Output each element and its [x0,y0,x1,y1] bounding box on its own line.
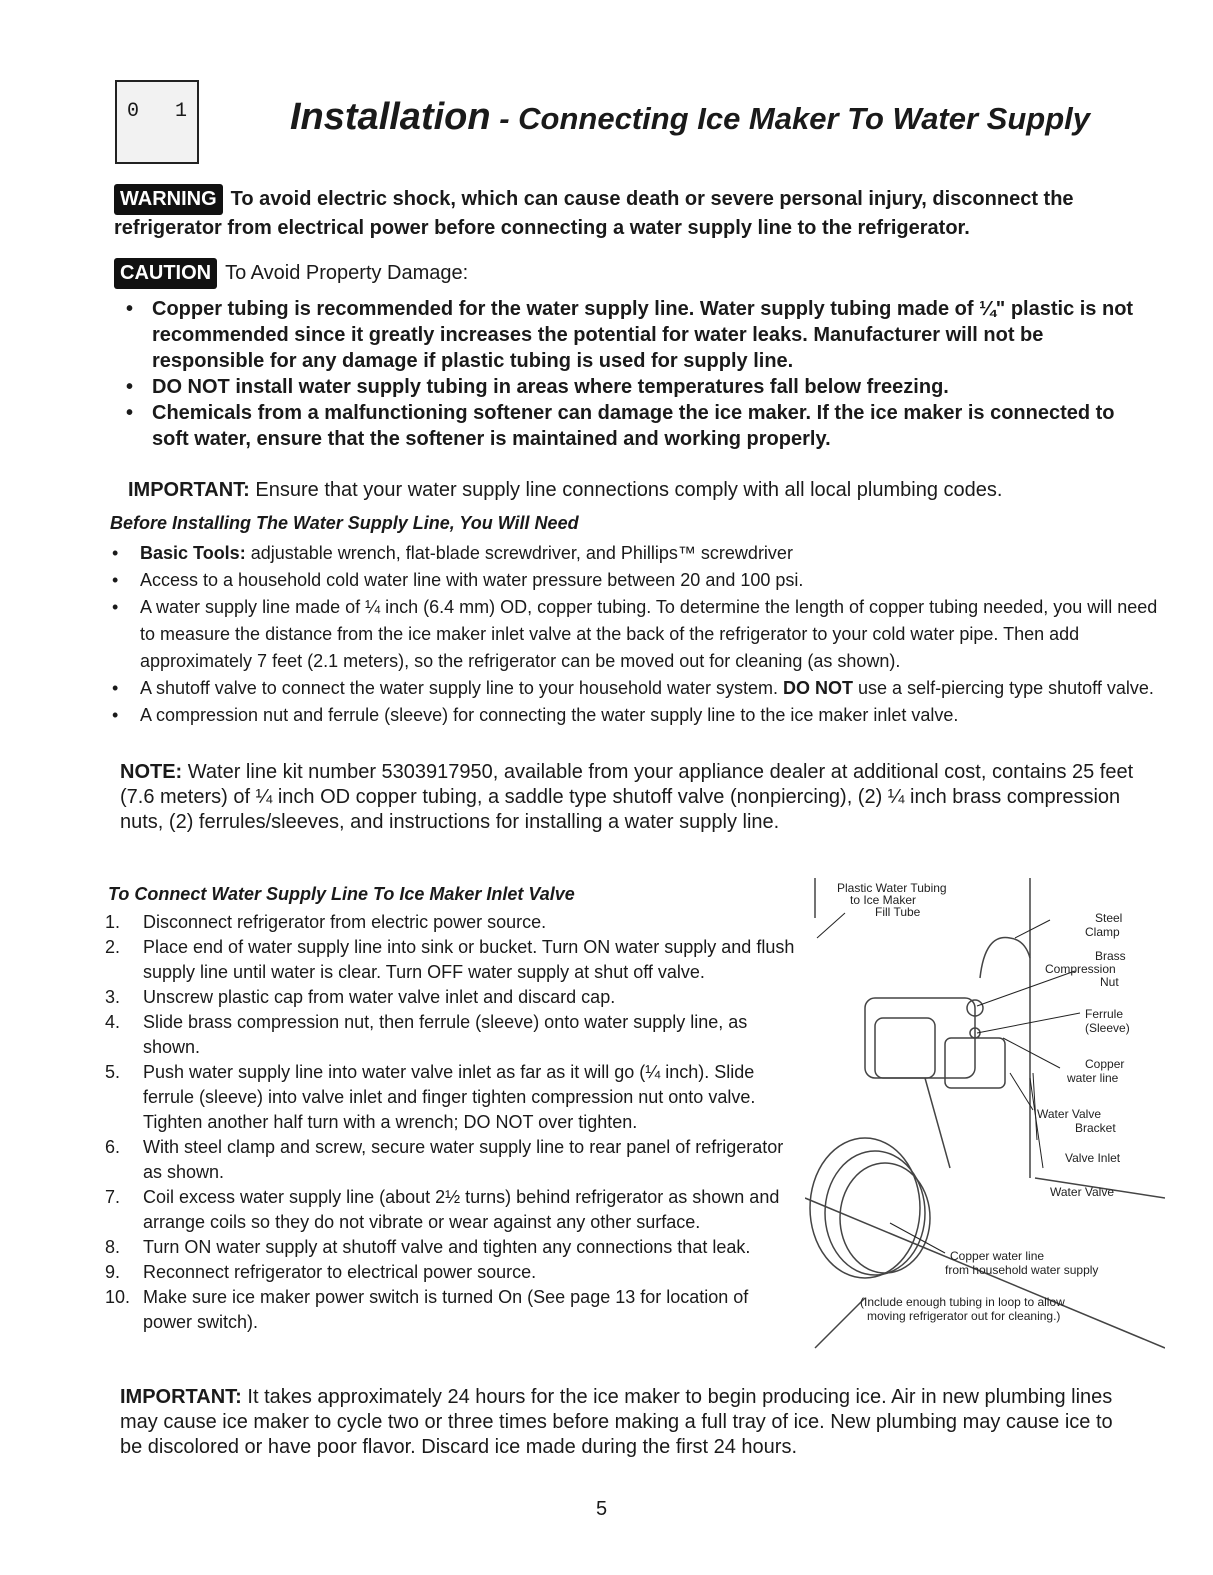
shutoff-text-b: DO NOT [783,678,854,698]
label-ferrule-2: (Sleeve) [1085,1021,1130,1035]
step-number: 8. [105,1237,121,1257]
list-item [105,1285,795,1335]
step-number: 2. [105,937,121,957]
caution-heading: To Avoid Property Damage: [225,262,469,284]
step-number: 3. [105,987,121,1007]
note-text: Water line kit number 5303917950, available from your appliance dealer at additional cost, contains 25 feet (7.6 meters) of ¼ inch OD copper tubing, a saddle type shutoff valve (nonpiercing), (2) ¼ inch brass compression nuts, (2) ferrules/sleeves, and instructions for installing a water supply line. [120,761,1134,833]
step-number: 10. [105,1287,131,1307]
needs-list [110,540,1160,729]
label-bracket-1: Water Valve [1037,1107,1102,1121]
step-number: 1. [105,912,121,932]
page-number: 5 [596,1498,608,1520]
list-item: • A compression nut and ferrule (sleeve) for connecting the water supply line to the ice maker inlet valve. [110,702,1160,729]
list-item [105,985,795,1010]
caution-list [120,296,1150,452]
label-copper-2: water line [1067,1071,1119,1085]
caution-heading-block [114,258,468,289]
list-item: • DO NOT install water supply tubing in areas where temperatures fall below freezing. [120,374,1150,400]
label-copper-1: Copper [1085,1057,1125,1071]
step-text: Make sure ice maker power switch is turned On (See page 13 for location of power switch). [143,1287,749,1332]
label-brass-1: Brass [1095,949,1126,963]
important-text: It takes approximately 24 hours for the ice maker to begin producing ice. Air in new plumbing lines may cause ice maker to cycle two or three times before making a full tray of ice. New plumbing may cause ice to be discolored or have poor flavor. Discard ice made during the first 24 hours. [120,1386,1113,1458]
note-block [120,760,1140,835]
logo-digit-left: 0 [127,100,140,123]
list-item [105,935,795,985]
title-sub: - Connecting Ice Maker To Water Supply [490,101,1091,136]
step-number: 4. [105,1012,121,1032]
list-item [110,675,1160,702]
step-text: With steel clamp and screw, secure water supply line to rear panel of refrigerator as shown. [143,1137,784,1182]
step-number: 9. [105,1262,121,1282]
step-text: Slide brass compression nut, then ferrule (sleeve) onto water supply line, as shown. [143,1012,748,1057]
list-item [105,1060,795,1135]
label-plastic-tubing-1: Plastic Water Tubing [837,881,947,895]
step-text: Coil excess water supply line (about 2½ turns) behind refrigerator as shown and arrange coils so they do not vibrate or wear against any other surface. [143,1187,780,1232]
label-brass-2: Compression [1045,962,1116,976]
list-item: • A water supply line made of ¼ inch (6.4 mm) OD, copper tubing. To determine the length of copper tubing needed, you will need to measure the distance from the ice maker inlet valve at the back of the refrigerator to your cold water pipe. Then add approximately 7 feet (2.1 meters), so the refrigerator can be moved out for cleaning (as shown). [110,594,1160,675]
list-item: • Access to a household cold water line with water pressure between 20 and 100 psi. [110,567,1160,594]
list-item [105,910,795,935]
label-fill-tube: Fill Tube [875,905,921,919]
step-text: Push water supply line into water valve inlet as far as it will go (¼ inch). Slide ferrule (sleeve) into valve inlet and finger tighten compression nut onto valve. Tighten another half turn with a wrench; DO NOT over tighten. [143,1062,756,1132]
important-notice-plumbing [128,479,1002,502]
basic-tools-text: adjustable wrench, flat-blade screwdriver, and Phillips™ screwdriver [245,543,793,563]
list-item [105,1235,795,1260]
list-item [105,1010,795,1060]
shutoff-text-c: use a self-piercing type shutoff valve. [853,678,1154,698]
chapter-logo [115,80,199,164]
step-text: Disconnect refrigerator from electric power source. [143,912,547,932]
label-household-2: from household water supply [945,1263,1099,1277]
important-notice-ice [120,1385,1140,1460]
shutoff-text-a: A shutoff valve to connect the water supply line to your household water system. [140,678,784,698]
step-number: 6. [105,1137,121,1157]
label-brass-3: Nut [1100,975,1119,989]
step-text: Turn ON water supply at shutoff valve and tighten any connections that leak. [143,1237,751,1257]
page-title [290,96,1090,139]
label-loop-2: moving refrigerator out for cleaning.) [867,1309,1061,1323]
step-text: Reconnect refrigerator to electrical power source. [143,1262,537,1282]
label-plastic-tubing-2: to Ice Maker [850,893,917,907]
warning-text: To avoid electric shock, which can cause death or severe personal injury, disconnect the refrigerator from electrical power before connecting a water supply line to the refrigerator. [114,188,1074,239]
list-item [105,1260,795,1285]
water-line-diagram [805,878,1165,1363]
section-heading-before: Before Installing The Water Supply Line, You Will Need [110,513,579,533]
step-text: Place end of water supply line into sink or bucket. Turn ON water supply and flush supply line until water is clear. Turn OFF water supply at shut off valve. [143,937,795,982]
label-household-1: Copper water line [950,1249,1045,1263]
list-item: • Copper tubing is recommended for the water supply line. Water supply tubing made of ¼" plastic is not recommended since it greatly increases the potential for water leaks. Manufacturer will not be responsible for any damage if plastic tubing is used for supply line. [120,296,1150,374]
label-steel-2: Clamp [1085,925,1120,939]
step-number: 5. [105,1062,121,1082]
label-water-valve: Water Valve [1050,1185,1115,1199]
label-bracket-2: Bracket [1075,1121,1116,1135]
list-item: • Chemicals from a malfunctioning softener can damage the ice maker. If the ice maker is connected to soft water, ensure that the softener is maintained and working properly. [120,400,1150,452]
label-ferrule-1: Ferrule [1085,1007,1124,1021]
important-text: Ensure that your water supply line connections comply with all local plumbing codes. [249,479,1003,501]
label-loop-1: (Include enough tubing in loop to allow [860,1295,1065,1309]
step-text: Unscrew plastic cap from water valve inlet and discard cap. [143,987,616,1007]
steps-list [105,910,795,1335]
note-label: NOTE: [120,761,183,783]
label-steel-1: Steel [1095,911,1123,925]
logo-digit-right: 1 [175,100,188,123]
important-label: IMPORTANT: [120,1386,242,1408]
basic-tools-label: Basic Tools: [140,543,246,563]
title-main: Installation [290,96,491,138]
section-heading-connect: To Connect Water Supply Line To Ice Maker Inlet Valve [108,884,575,904]
list-item [110,540,1160,567]
important-label: IMPORTANT: [128,479,250,501]
list-item [105,1135,795,1185]
warning-badge: WARNING [114,184,223,215]
label-valve-inlet: Valve Inlet [1065,1151,1121,1165]
caution-badge: CAUTION [114,258,217,289]
step-number: 7. [105,1187,121,1207]
warning-block [114,184,1114,242]
list-item [105,1185,795,1235]
